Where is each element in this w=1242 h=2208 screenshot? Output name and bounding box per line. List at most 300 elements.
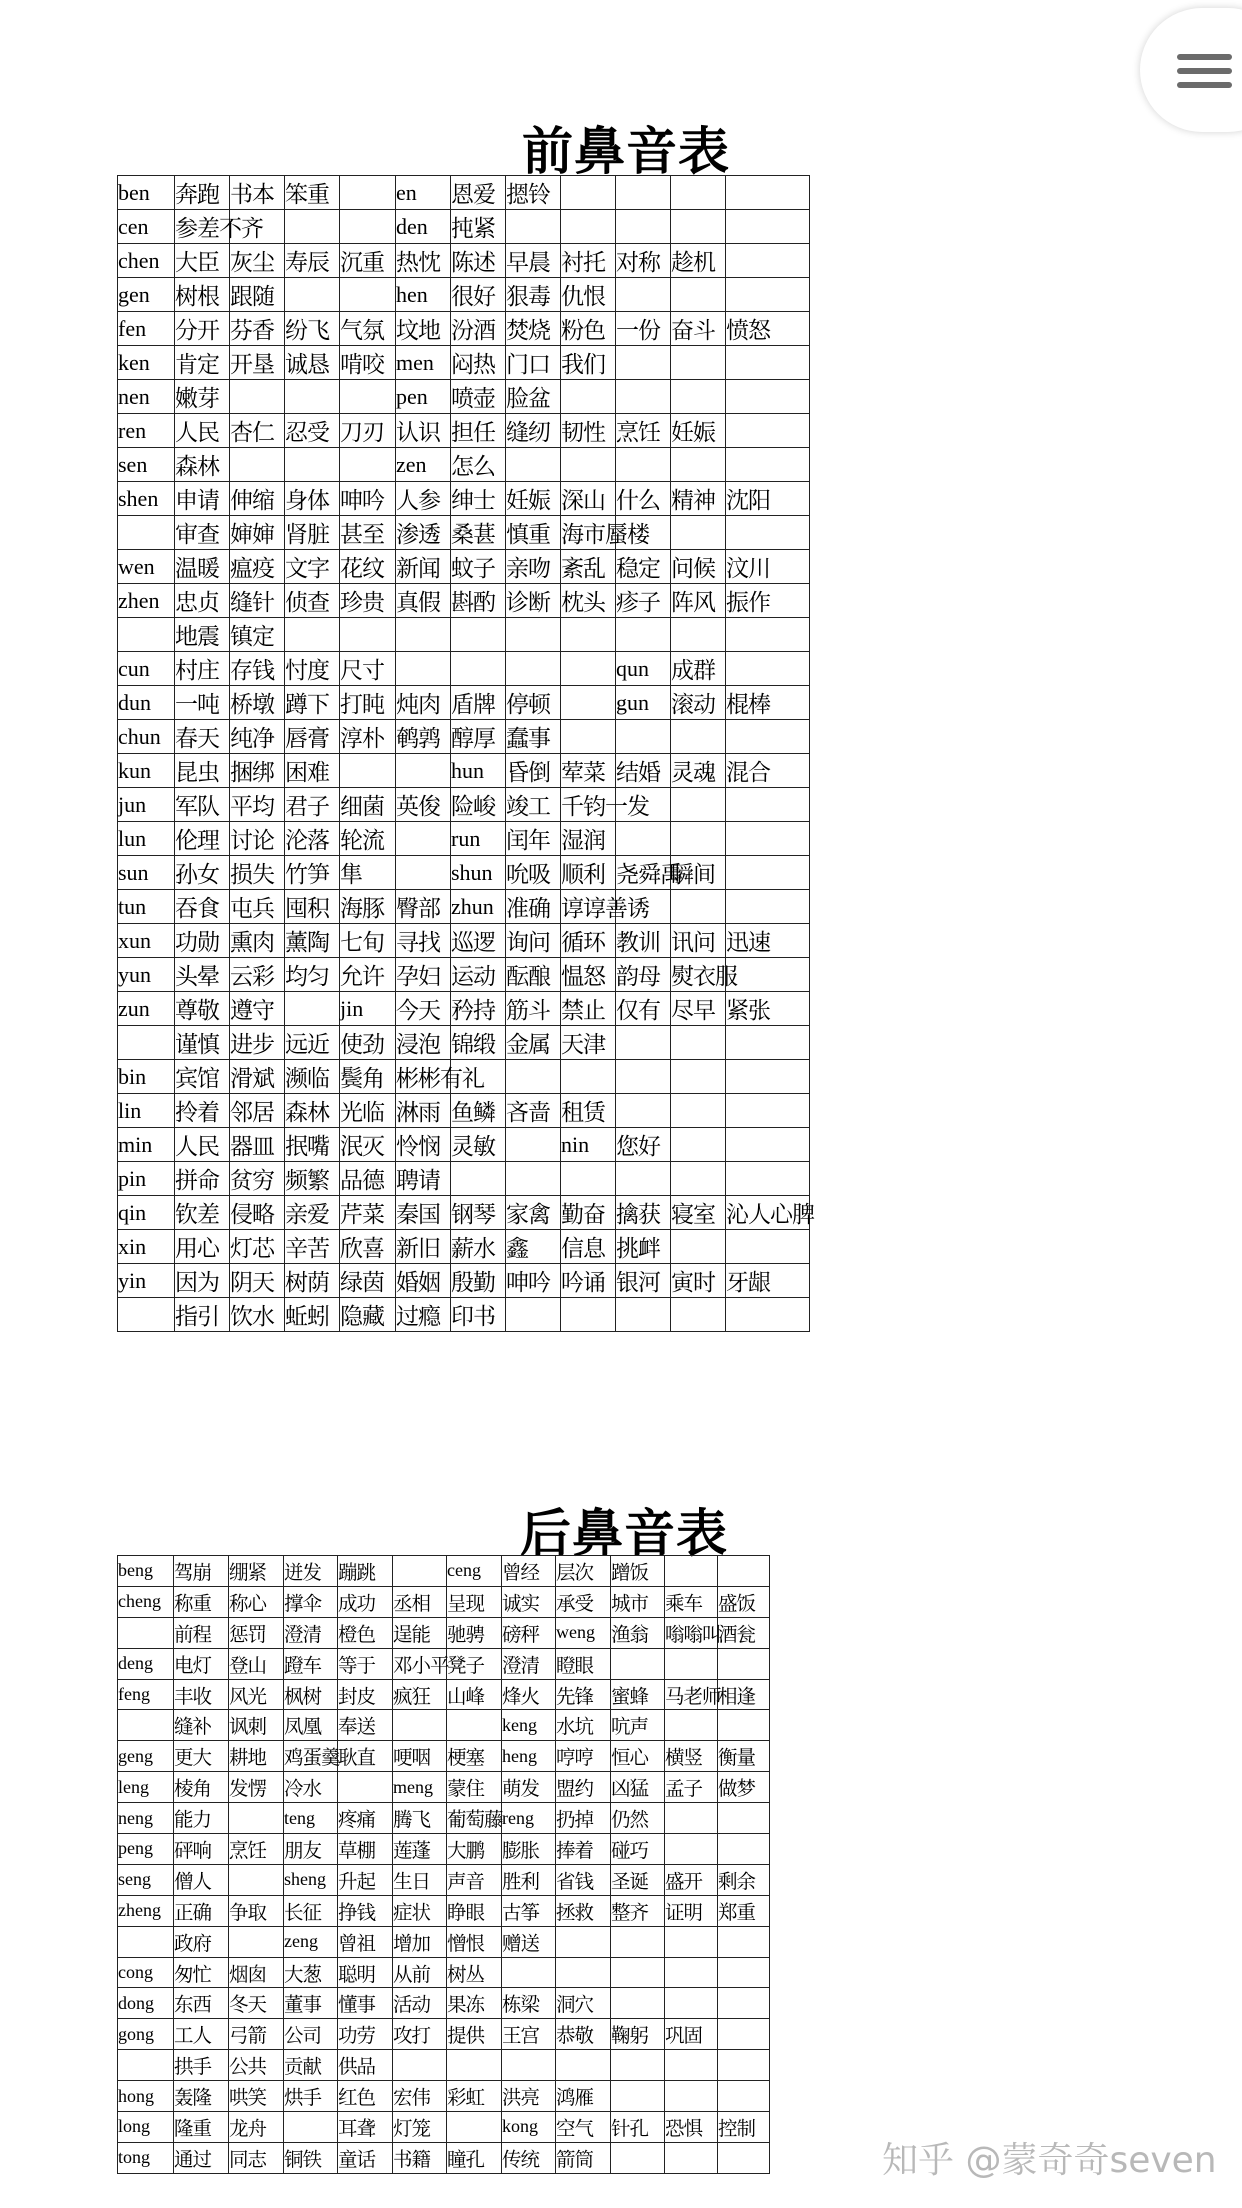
- table-cell: 均匀: [285, 958, 340, 992]
- table-cell: 呻吟: [340, 482, 396, 516]
- table-cell: 啃咬: [340, 346, 396, 380]
- table-cell: 尊敬: [175, 992, 230, 1026]
- table-cell: 挑衅: [616, 1230, 671, 1264]
- table-cell: 趁机: [671, 244, 726, 278]
- table-cell: 耕地: [229, 1741, 284, 1772]
- table-cell: 矜持: [451, 992, 506, 1026]
- table-cell: [616, 176, 671, 210]
- table-cell: 烘手: [284, 2081, 338, 2112]
- table-cell: 忍受: [285, 414, 340, 448]
- table-cell: cun: [118, 652, 175, 686]
- table-cell: heng: [502, 1741, 556, 1772]
- front-nasal-title: 前鼻音表: [522, 123, 731, 182]
- table-cell: [396, 618, 451, 652]
- table-cell: 阵风: [671, 584, 726, 618]
- table-cell: 很好: [451, 278, 506, 312]
- table-cell: [506, 210, 561, 244]
- table-cell: seng: [118, 1864, 174, 1895]
- table-cell: 膨胀: [502, 1834, 556, 1865]
- table-cell: 闷热: [451, 346, 506, 380]
- table-row: [118, 2142, 770, 2173]
- table-cell: weng: [556, 1617, 611, 1648]
- table-cell: [616, 210, 671, 244]
- table-row: [118, 380, 810, 414]
- table-cell: 忖度: [285, 652, 340, 686]
- table-cell: 妊娠: [506, 482, 561, 516]
- table-cell: [718, 1988, 770, 2019]
- table-cell: dong: [118, 1988, 174, 2019]
- table-cell: [118, 1298, 175, 1332]
- table-cell: 困难: [285, 754, 340, 788]
- table-cell: 嫩芽: [175, 380, 230, 414]
- table-cell: [616, 346, 671, 380]
- table-cell: [726, 720, 810, 754]
- table-cell: 仍然: [611, 1803, 665, 1834]
- table-cell: 草棚: [338, 1834, 393, 1865]
- table-cell: 吭声: [611, 1710, 665, 1741]
- table-cell: 英俊: [396, 788, 451, 822]
- table-cell: 杏仁: [230, 414, 285, 448]
- table-cell: 缝补: [174, 1710, 229, 1741]
- table-cell: 烹饪: [229, 1834, 284, 1865]
- table-cell: 剩余: [718, 1864, 770, 1895]
- table-cell: [616, 278, 671, 312]
- table-cell: 勤奋: [561, 1196, 616, 1230]
- table-cell: 耳聋: [338, 2112, 393, 2143]
- table-cell: 门口: [506, 346, 561, 380]
- table-cell: [718, 2050, 770, 2081]
- table-cell: [611, 1648, 665, 1679]
- table-cell: 细菌: [340, 788, 396, 822]
- table-cell: 电灯: [174, 1648, 229, 1679]
- table-cell: 箭筒: [556, 2142, 611, 2173]
- table-cell: [561, 1060, 616, 1094]
- table-cell: [726, 210, 810, 244]
- table-cell: 仇恨: [561, 278, 616, 312]
- table-cell: [726, 1094, 810, 1128]
- table-cell: 天津: [561, 1026, 616, 1060]
- table-cell: 功勋: [175, 924, 230, 958]
- table-cell: 温暖: [175, 550, 230, 584]
- table-cell: 盟约: [556, 1772, 611, 1803]
- table-cell: 控制: [718, 2112, 770, 2143]
- table-cell: [726, 856, 810, 890]
- table-cell: [671, 822, 726, 856]
- table-cell: zhen: [118, 584, 175, 618]
- table-cell: 吟诵: [561, 1264, 616, 1298]
- table-row: [118, 1679, 770, 1710]
- table-cell: shun: [451, 856, 506, 890]
- table-cell: [718, 1957, 770, 1988]
- table-cell: 烹饪: [616, 414, 671, 448]
- table-cell: kong: [502, 2112, 556, 2143]
- table-cell: 锦缎: [451, 1026, 506, 1060]
- table-cell: 贡献: [284, 2050, 338, 2081]
- table-cell: 扽紧: [451, 210, 506, 244]
- table-cell: 争取: [229, 1895, 284, 1926]
- table-cell: hun: [451, 754, 506, 788]
- table-cell: 功劳: [338, 2019, 393, 2050]
- table-cell: 盛饭: [718, 1586, 770, 1617]
- table-cell: 砰响: [174, 1834, 229, 1865]
- table-cell: men: [396, 346, 451, 380]
- table-cell: 云彩: [230, 958, 285, 992]
- table-cell: 书本: [230, 176, 285, 210]
- table-cell: [611, 1988, 665, 2019]
- table-cell: 森林: [285, 1094, 340, 1128]
- table-cell: [506, 1298, 561, 1332]
- table-cell: 笨重: [285, 176, 340, 210]
- table-cell: 地震: [175, 618, 230, 652]
- table-cell: [671, 380, 726, 414]
- table-cell: 疼痛: [338, 1803, 393, 1834]
- table-row: [118, 1230, 810, 1264]
- table-row: [118, 1926, 770, 1957]
- table-cell: 婚姻: [396, 1264, 451, 1298]
- table-cell: tong: [118, 2142, 174, 2173]
- table-cell: run: [451, 822, 506, 856]
- table-cell: 濒临: [285, 1060, 340, 1094]
- table-cell: zeng: [284, 1926, 338, 1957]
- table-cell: nen: [118, 380, 175, 414]
- table-cell: long: [118, 2112, 174, 2143]
- table-cell: 问候: [671, 550, 726, 584]
- table-cell: 您好: [616, 1128, 671, 1162]
- table-cell: [556, 1926, 611, 1957]
- table-cell: 认识: [396, 414, 451, 448]
- table-cell: 攻打: [393, 2019, 447, 2050]
- table-cell: 称心: [229, 1586, 284, 1617]
- table-cell: 过瘾: [396, 1298, 451, 1332]
- table-cell: [118, 2050, 174, 2081]
- table-cell: 绷紧: [229, 1556, 284, 1587]
- table-cell: 寻找: [396, 924, 451, 958]
- table-cell: 头晕: [175, 958, 230, 992]
- table-row: [118, 1264, 810, 1298]
- table-cell: 王宫: [502, 2019, 556, 2050]
- table-cell: 一份: [616, 312, 671, 346]
- table-cell: 狠毒: [506, 278, 561, 312]
- table-cell: [726, 652, 810, 686]
- table-cell: 梗塞: [447, 1741, 502, 1772]
- table-cell: [556, 1957, 611, 1988]
- table-cell: 从前: [393, 1957, 447, 1988]
- table-cell: pen: [396, 380, 451, 414]
- table-cell: [118, 618, 175, 652]
- table-row: [118, 958, 810, 992]
- table-cell: 能力: [174, 1803, 229, 1834]
- table-cell: 殷勤: [451, 1264, 506, 1298]
- table-cell: 鑫: [506, 1230, 561, 1264]
- table-cell: 呈现: [447, 1586, 502, 1617]
- table-cell: 存钱: [230, 652, 285, 686]
- table-cell: 甚至: [340, 516, 396, 550]
- table-cell: 一吨: [175, 686, 230, 720]
- table-cell: 湿润: [561, 822, 616, 856]
- table-cell: cen: [118, 210, 175, 244]
- table-row: [118, 1803, 770, 1834]
- table-cell: 怎么: [451, 448, 506, 482]
- table-cell: 封皮: [338, 1679, 393, 1710]
- table-cell: [665, 2081, 718, 2112]
- table-cell: 人参: [396, 482, 451, 516]
- table-cell: [671, 176, 726, 210]
- table-cell: 挣钱: [338, 1895, 393, 1926]
- table-cell: 粉色: [561, 312, 616, 346]
- table-cell: 器皿: [230, 1128, 285, 1162]
- table-cell: 孙女: [175, 856, 230, 890]
- table-cell: [671, 618, 726, 652]
- table-cell: [285, 992, 340, 1026]
- table-cell: [726, 278, 810, 312]
- table-cell: 摁铃: [506, 176, 561, 210]
- table-cell: [671, 1094, 726, 1128]
- table-cell: 懂事: [338, 1988, 393, 2019]
- table-cell: [447, 2112, 502, 2143]
- table-cell: 竣工: [506, 788, 561, 822]
- table-cell: 熏肉: [230, 924, 285, 958]
- table-cell: 树荫: [285, 1264, 340, 1298]
- table-cell: 朋友: [284, 1834, 338, 1865]
- table-cell: 陈述: [451, 244, 506, 278]
- table-cell: [726, 788, 810, 822]
- table-cell: sen: [118, 448, 175, 482]
- table-cell: [665, 1648, 718, 1679]
- table-cell: [506, 1060, 561, 1094]
- table-cell: gong: [118, 2019, 174, 2050]
- table-cell: zhun: [451, 890, 506, 924]
- table-cell: 租赁: [561, 1094, 616, 1128]
- table-cell: 活动: [393, 1988, 447, 2019]
- table-cell: 沁人心脾: [726, 1196, 810, 1230]
- table-cell: 吝啬: [506, 1094, 561, 1128]
- table-cell: 淳朴: [340, 720, 396, 754]
- table-cell: 昏倒: [506, 754, 561, 788]
- table-cell: 文字: [285, 550, 340, 584]
- table-cell: [671, 1060, 726, 1094]
- table-cell: 蚊子: [451, 550, 506, 584]
- table-cell: 振作: [726, 584, 810, 618]
- table-cell: [665, 1556, 718, 1587]
- table-cell: 登山: [229, 1648, 284, 1679]
- table-cell: 政府: [174, 1926, 229, 1957]
- table-cell: 指引: [175, 1298, 230, 1332]
- table-cell: zheng: [118, 1895, 174, 1926]
- table-cell: 远近: [285, 1026, 340, 1060]
- table-row: [118, 2019, 770, 2050]
- table-cell: 蹬车: [284, 1648, 338, 1679]
- table-cell: 正确: [174, 1895, 229, 1926]
- table-cell: 担任: [451, 414, 506, 448]
- table-cell: [340, 754, 396, 788]
- table-cell: 鸡蛋羹: [284, 1741, 338, 1772]
- table-row: [118, 278, 810, 312]
- table-cell: [665, 1926, 718, 1957]
- table-cell: 筋斗: [506, 992, 561, 1026]
- table-cell: 哄笑: [229, 2081, 284, 2112]
- table-cell: [665, 2142, 718, 2173]
- table-row: [118, 1196, 810, 1230]
- table-cell: [340, 210, 396, 244]
- table-cell: 运动: [451, 958, 506, 992]
- table-cell: [506, 1162, 561, 1196]
- table-cell: 汶川: [726, 550, 810, 584]
- table-cell: [611, 2081, 665, 2112]
- table-cell: 允许: [340, 958, 396, 992]
- table-cell: 热忱: [396, 244, 451, 278]
- table-cell: [451, 618, 506, 652]
- table-cell: 奉送: [338, 1710, 393, 1741]
- table-cell: ken: [118, 346, 175, 380]
- table-cell: 腾飞: [393, 1803, 447, 1834]
- table-cell: 银河: [616, 1264, 671, 1298]
- table-cell: 蠢事: [506, 720, 561, 754]
- table-cell: 分开: [175, 312, 230, 346]
- table-cell: [451, 1162, 506, 1196]
- table-cell: [561, 720, 616, 754]
- table-cell: nin: [561, 1128, 616, 1162]
- table-row: [118, 1710, 770, 1741]
- table-cell: 伦理: [175, 822, 230, 856]
- table-row: [118, 1741, 770, 1772]
- table-cell: min: [118, 1128, 175, 1162]
- table-cell: 军队: [175, 788, 230, 822]
- table-cell: ceng: [447, 1556, 502, 1587]
- table-cell: 侦查: [285, 584, 340, 618]
- table-cell: 拼命: [175, 1162, 230, 1196]
- table-cell: 隆重: [174, 2112, 229, 2143]
- table-row: [118, 788, 810, 822]
- table-cell: 孕妇: [396, 958, 451, 992]
- table-cell: 证明: [665, 1895, 718, 1926]
- table-cell: 囤积: [285, 890, 340, 924]
- table-row: [118, 482, 810, 516]
- table-cell: 今天: [396, 992, 451, 1026]
- table-cell: 冷水: [284, 1772, 338, 1803]
- table-cell: 愤怒: [726, 312, 810, 346]
- table-cell: 醇厚: [451, 720, 506, 754]
- table-cell: 枫树: [284, 1679, 338, 1710]
- table-cell: 莲蓬: [393, 1834, 447, 1865]
- table-cell: 缝纫: [506, 414, 561, 448]
- table-cell: 棍棒: [726, 686, 810, 720]
- table-cell: ren: [118, 414, 175, 448]
- table-cell: [556, 2050, 611, 2081]
- table-cell: 淋雨: [396, 1094, 451, 1128]
- table-cell: kun: [118, 754, 175, 788]
- menu-button[interactable]: [1140, 8, 1242, 132]
- table-cell: 轮流: [340, 822, 396, 856]
- table-cell: 匆忙: [174, 1957, 229, 1988]
- table-row: [118, 176, 810, 210]
- table-cell: 疹子: [616, 584, 671, 618]
- table-row: [118, 1988, 770, 2019]
- table-cell: [118, 1026, 175, 1060]
- table-cell: 渔翁: [611, 1617, 665, 1648]
- table-row: [118, 652, 810, 686]
- table-cell: 谨慎: [175, 1026, 230, 1060]
- table-cell: 沉重: [340, 244, 396, 278]
- table-row: [118, 1128, 810, 1162]
- table-cell: 绿茵: [340, 1264, 396, 1298]
- table-row: [118, 1556, 770, 1587]
- table-cell: 桥墩: [230, 686, 285, 720]
- table-cell: 蹦跳: [338, 1556, 393, 1587]
- table-row: [118, 2081, 770, 2112]
- table-row: [118, 618, 810, 652]
- table-cell: 遵守: [230, 992, 285, 1026]
- table-cell: leng: [118, 1772, 174, 1803]
- table-cell: [726, 176, 810, 210]
- table-cell: gen: [118, 278, 175, 312]
- table-cell: 奔跑: [175, 176, 230, 210]
- table-cell: 马老师: [665, 1679, 718, 1710]
- table-cell: 进步: [230, 1026, 285, 1060]
- table-cell: 混合: [726, 754, 810, 788]
- table-cell: [230, 380, 285, 414]
- table-cell: 整齐: [611, 1895, 665, 1926]
- table-cell: [561, 176, 616, 210]
- table-cell: fen: [118, 312, 175, 346]
- table-cell: shen: [118, 482, 175, 516]
- table-cell: 频繁: [285, 1162, 340, 1196]
- table-cell: [671, 890, 726, 924]
- table-cell: [561, 1162, 616, 1196]
- table-cell: [718, 2019, 770, 2050]
- table-cell: 抿嘴: [285, 1128, 340, 1162]
- table-cell: 伸缩: [230, 482, 285, 516]
- table-cell: 迸发: [284, 1556, 338, 1587]
- table-cell: [285, 448, 340, 482]
- table-cell: teng: [284, 1803, 338, 1834]
- table-cell: 鱼鳞: [451, 1094, 506, 1128]
- table-cell: sun: [118, 856, 175, 890]
- back-nasal-title: 后鼻音表: [520, 1505, 729, 1564]
- table-cell: 公共: [229, 2050, 284, 2081]
- table-cell: 更大: [174, 1741, 229, 1772]
- table-cell: [396, 652, 451, 686]
- table-cell: [393, 1556, 447, 1587]
- table-cell: 紊乱: [561, 550, 616, 584]
- table-cell: [726, 1026, 810, 1060]
- table-cell: [616, 448, 671, 482]
- table-cell: [285, 380, 340, 414]
- table-cell: [611, 2142, 665, 2173]
- zhihu-watermark: 知乎 @蒙奇奇seven: [882, 2140, 1217, 2181]
- table-cell: den: [396, 210, 451, 244]
- table-cell: 传统: [502, 2142, 556, 2173]
- table-cell: 鹌鹑: [396, 720, 451, 754]
- table-cell: 疯狂: [393, 1679, 447, 1710]
- table-cell: [447, 1710, 502, 1741]
- table-cell: tun: [118, 890, 175, 924]
- table-cell: 稳定: [616, 550, 671, 584]
- table-cell: 开垦: [230, 346, 285, 380]
- table-cell: reng: [502, 1803, 556, 1834]
- table-cell: 沈阳: [726, 482, 810, 516]
- table-cell: 损失: [230, 856, 285, 890]
- table-row: [118, 754, 810, 788]
- table-cell: 蹭饭: [611, 1556, 665, 1587]
- table-row: [118, 924, 810, 958]
- table-cell: 闰年: [506, 822, 561, 856]
- table-cell: 花纹: [340, 550, 396, 584]
- table-cell: [447, 2050, 502, 2081]
- table-cell: gun: [616, 686, 671, 720]
- table-cell: [396, 822, 451, 856]
- table-cell: [671, 1298, 726, 1332]
- table-cell: [393, 2050, 447, 2081]
